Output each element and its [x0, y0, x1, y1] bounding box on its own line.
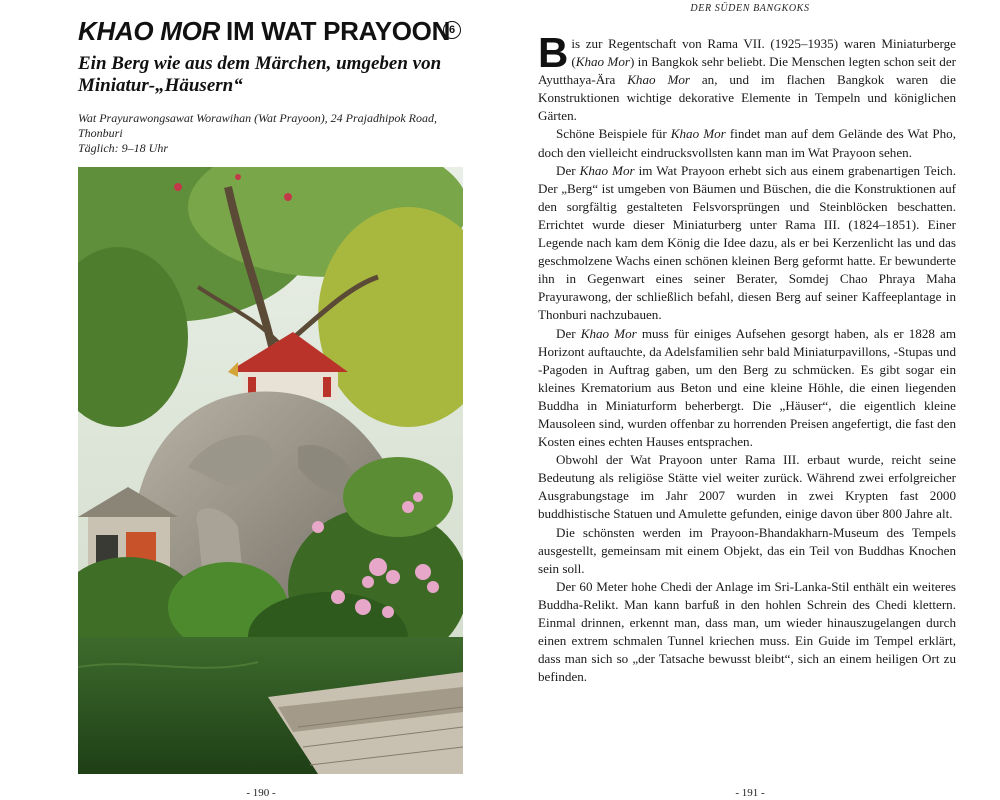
paragraph: Der 60 Meter hohe Chedi der Anlage im Sri-Lanka-Stil enthält ein weiteres Buddha-Relikt. Man kann barfuß in den hohlen Schrein des Chedi klettern. Einmal drinnen, erkennt man, dass man, um wieder hinauszugelangen durch einen extrem schmalen Tunnel kriechen muss. Ein Guide im Tempel erklärt, dass man sich so „der Tatsache bewusst bleibt“, sich an einem heiligen Ort zu befinden.	[538, 578, 956, 685]
page-number-right: - 191 -	[735, 787, 765, 799]
paragraph: Der Khao Mor im Wat Prayoon erhebt sich aus einem grabenartigen Teich. Der „Berg“ ist umgeben von Bäumen und Büschen, die die Konstruktionen auf den sorgfältig gestalteten Felsvorsprüngen und Steinblöcken beschatten. Errichtet wurde dieser Miniaturberg unter Rama III. (1824–1851). Einer Legende nach kam dem König die Idee dazu, als er bei Kerzenlicht las und das geschmolzene Wachs einen schönen kleinen Berg geformt hatte. Er bewunderte ihn in Gegenwart eines seiner Berater, Somdej Chao Phraya Maha Prayurawong, der schließlich befahl, diesen Berg auf seiner Kaffeeplantage in Thonburi nachzubauen.	[538, 162, 956, 323]
paragraph: Schöne Beispiele für Khao Mor findet man auf dem Gelände des Wat Pho, doch den vielleicht eindrucksvollsten kann man im Wat Prayoon sehen.	[538, 126, 957, 160]
subtitle: Ein Berg wie aus dem Märchen, umgeben von Miniatur-„Häusern“	[78, 53, 442, 96]
right-page	[500, 0, 1000, 800]
title-rest: IM WAT PRAYOON	[226, 16, 451, 46]
drop-cap: B	[538, 29, 569, 76]
opening-hours: Täglich: 9–18 Uhr	[78, 141, 168, 155]
address-line: Wat Prayurawongsawat Worawihan (Wat Prayoon), 24 Prajadhipok Road, Thonburi	[78, 111, 438, 140]
paragraph: Die schönsten werden im Prayoon-Bhandakharn-Museum des Tempels ausgestellt, gemeinsam mit einem Objekt, das ein Teil von Buddhas Knochen sein soll.	[538, 524, 956, 576]
page-title	[78, 16, 450, 47]
paragraph: Obwohl der Wat Prayoon unter Rama III. erbaut wurde, reicht seine Bedeutung als religiöse Stätte viel weiter zurück. Während zwei erfolgreicher Ausgrabungstage im Jahr 2007 wurden in zwei Krypten fast 2000 buddhistische Statuen und Amulette gefunden, einige davon über 800 Jahre alt.	[538, 452, 956, 522]
temple-garden-photo	[78, 167, 463, 774]
running-header: DER SÜDEN BANGKOKS	[690, 3, 810, 14]
italic-term: Khao Mor	[575, 54, 630, 70]
entry-number-badge: 6	[443, 21, 461, 39]
page-number-left: - 190 -	[246, 787, 276, 799]
address-block	[78, 111, 468, 156]
paragraph: Der Khao Mor muss für einiges Aufsehen gesorgt haben, als er 1828 am Horizont auftauchte, da Adelsfamilien sehr bald Miniaturpavillons, -Stupas und -Pagoden in Auftrag gaben, um den Berg zu schmücken. Es gibt sogar ein kleines Krematorium aus Beton und eine kleine Höhle, die einen liegenden Buddha in Miniaturform beherbergt. Die „Häuser“, die eigentlich kleine Mausoleen sind, wurden offenbar zu horrenden Preisen angefertigt, die fast den Kosten eines echten Hauses entsprachen.	[538, 325, 957, 450]
italic-term: Khao Mor	[627, 72, 690, 88]
italic-term: Khao Mor	[580, 325, 637, 341]
title-italic: KHAO MOR	[78, 16, 221, 46]
body-text	[538, 29, 957, 686]
paragraph: Bis zur Regentschaft von Rama VII. (1925–1935) waren Miniaturberge (Khao Mor) in Bangkok sehr beliebt. Die Menschen legten schon seit der Ayutthaya-Ära Khao Mor an, und im flachen Bangkok waren die Konstruktionen wichtige dekorative Elemente in Tempeln und königlichen Gärten.	[538, 29, 956, 124]
italic-term: Khao Mor	[579, 162, 635, 178]
italic-term: Khao Mor	[670, 126, 726, 142]
